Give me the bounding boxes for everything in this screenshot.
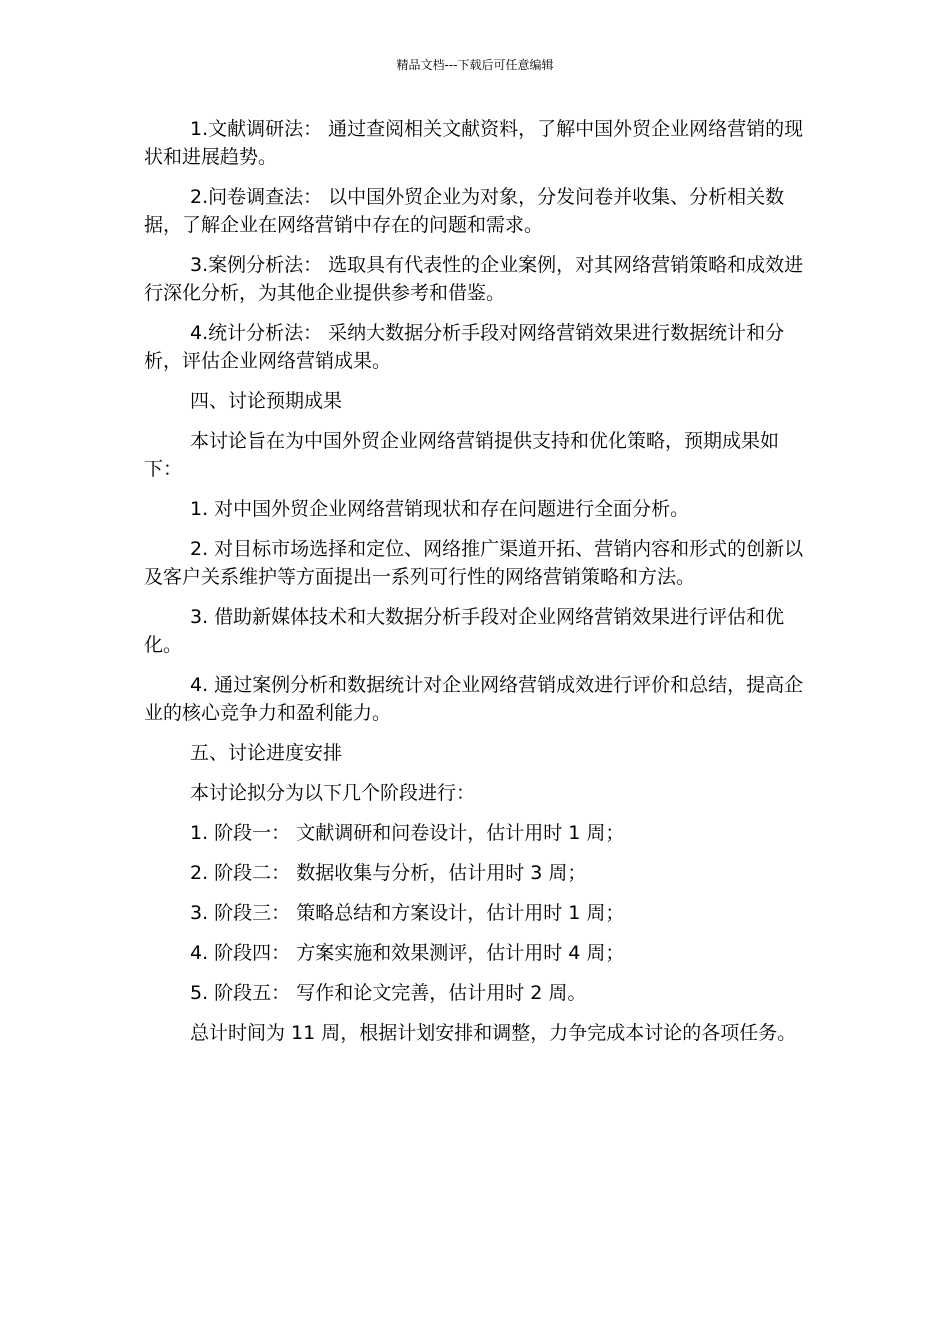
expected-result-1: 1. 对中国外贸企业网络营销现状和存在问题进行全面分析。 (190, 498, 690, 520)
schedule-stage-4: 4. 阶段四： 方案实施和效果测评，估计用时 4 周； (190, 942, 625, 964)
method-case-analysis: 3.案例分析法： 选取具有代表性的企业案例，对其网络营销策略和成效进行深化分析，为其他企业提供参考和借鉴。 (144, 254, 804, 304)
method-literature-review: 1.文献调研法： 通过查阅相关文献资料，了解中国外贸企业网络营销的现状和进展趋势。 (144, 118, 804, 168)
document-body (144, 115, 808, 1059)
schedule-stage-2: 2. 阶段二： 数据收集与分析，估计用时 3 周； (190, 862, 587, 884)
expected-result-2: 2. 对目标市场选择和定位、网络推广渠道开拓、营销内容和形式的创新以及客户关系维护等方面提出一系列可行性的网络营销策略和方法。 (144, 538, 804, 588)
schedule-intro: 本讨论拟分为以下几个阶段进行： (190, 782, 476, 804)
schedule-stage-5: 5. 阶段五： 写作和论文完善，估计用时 2 周。 (190, 982, 587, 1004)
section-heading-expected-results: 四、讨论预期成果 (190, 390, 343, 412)
schedule-total: 总计时间为 11 周，根据计划安排和调整，力争完成本讨论的各项任务。 (190, 1022, 797, 1044)
method-questionnaire: 2.问卷调查法： 以中国外贸企业为对象，分发问卷并收集、分析相关数据，了解企业在网络营销中存在的问题和需求。 (144, 186, 785, 236)
page-header: 精品文档---下载后可任意编辑 (396, 58, 554, 72)
schedule-stage-1: 1. 阶段一： 文献调研和问卷设计，估计用时 1 周； (190, 822, 625, 844)
schedule-stage-3: 3. 阶段三： 策略总结和方案设计，估计用时 1 周； (190, 902, 625, 924)
section-heading-schedule: 五、讨论进度安排 (190, 742, 343, 764)
expected-result-3: 3. 借助新媒体技术和大数据分析手段对企业网络营销效果进行评估和优化。 (144, 606, 785, 656)
expected-results-intro: 本讨论旨在为中国外贸企业网络营销提供支持和优化策略，预期成果如下： (144, 430, 780, 480)
method-statistical-analysis: 4.统计分析法： 采纳大数据分析手段对网络营销效果进行数据统计和分析，评估企业网络营销成果。 (144, 322, 785, 372)
expected-result-4: 4. 通过案例分析和数据统计对企业网络营销成效进行评价和总结，提高企业的核心竞争力和盈利能力。 (144, 674, 804, 724)
